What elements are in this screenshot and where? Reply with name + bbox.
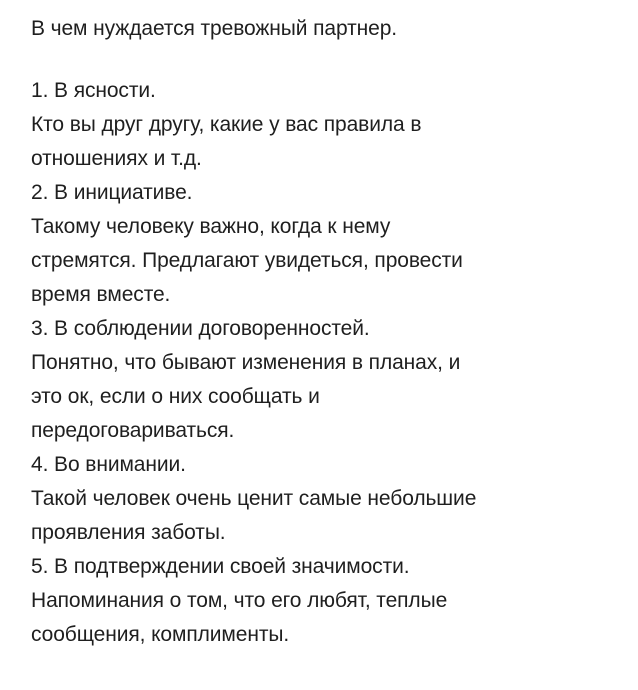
point-3-text-line: это ок, если о них сообщать и: [31, 385, 320, 408]
point-1-text-line: отношениях и т.д.: [31, 147, 202, 170]
point-3-text-line: Понятно, что бывают изменения в планах, и: [31, 351, 461, 374]
point-3-heading: 3. В соблюдении договоренностей.: [31, 317, 370, 340]
point-1-text-line: Кто вы друг другу, какие у вас правила в: [31, 113, 422, 136]
point-4-text-line: Такой человек очень ценит самые небольшие: [31, 487, 477, 510]
point-5-heading: 5. В подтверждении своей значимости.: [31, 555, 410, 578]
point-4-text-line: проявления заботы.: [31, 521, 226, 544]
point-5-text-line: Напоминания о том, что его любят, теплые: [31, 589, 448, 612]
point-1-heading: 1. В ясности.: [31, 79, 156, 102]
point-2-text-line: время вместе.: [31, 283, 171, 306]
point-2-heading: 2. В инициативе.: [31, 181, 193, 204]
point-3-text-line: передоговариваться.: [31, 419, 235, 442]
point-2-text-line: Такому человеку важно, когда к нему: [31, 215, 391, 238]
point-5-text-line: сообщения, комплименты.: [31, 623, 290, 646]
post-title: В чем нуждается тревожный партнер.: [31, 17, 398, 40]
point-4-heading: 4. Во внимании.: [31, 453, 186, 476]
point-2-text-line: стремятся. Предлагают увидеться, провести: [31, 249, 463, 272]
